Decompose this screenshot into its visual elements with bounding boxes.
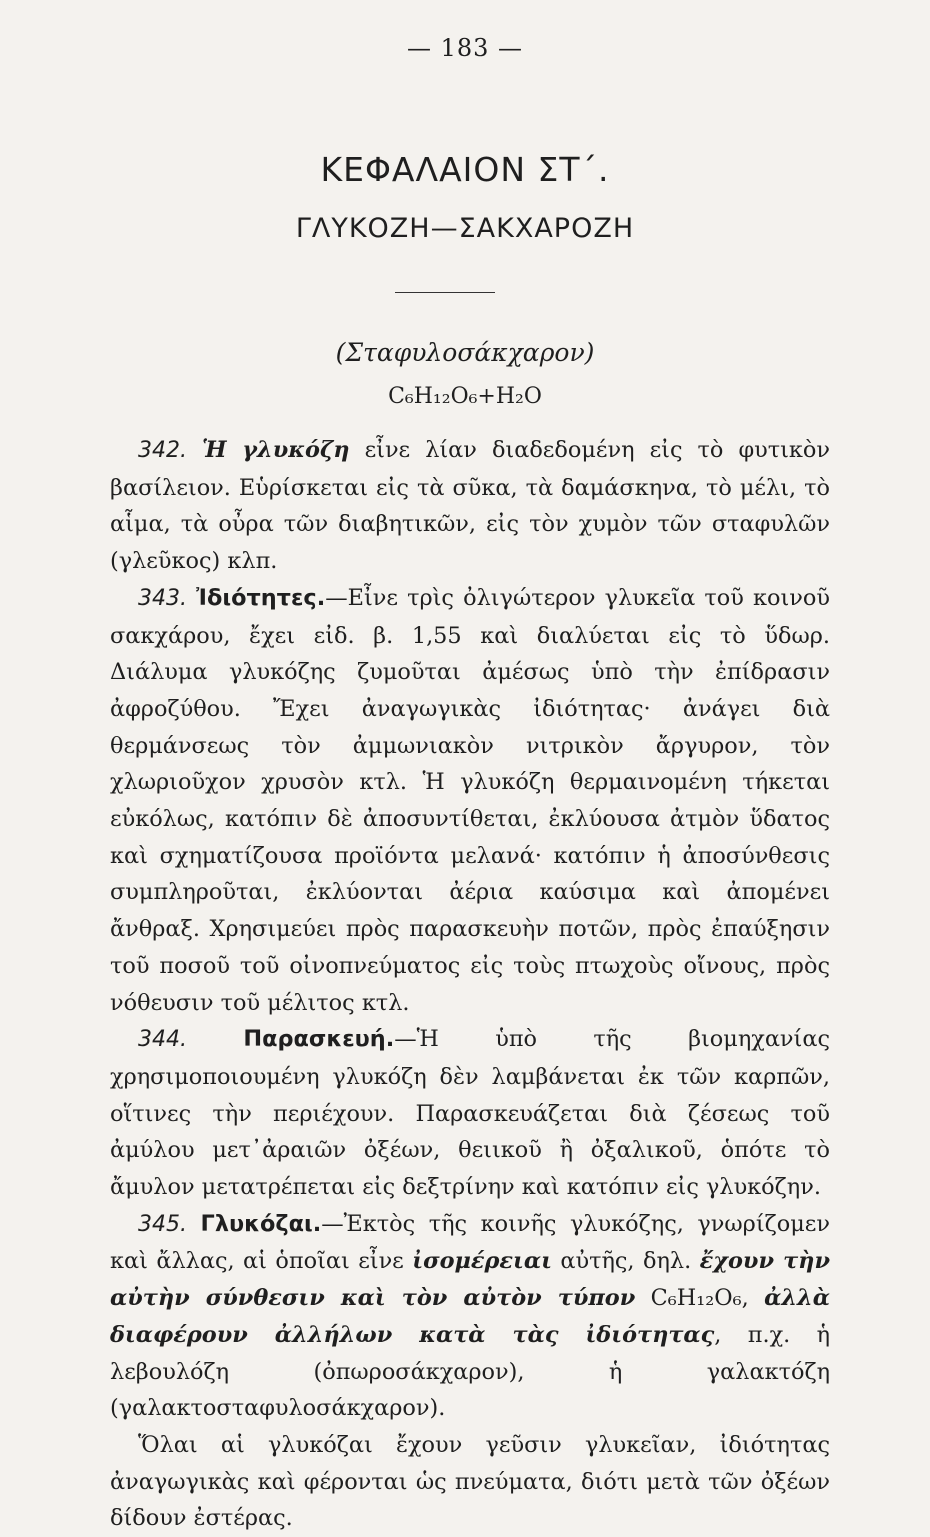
emphasis-text: ἰσομέρειαι <box>412 1248 552 1275</box>
paragraph-text: , π.χ. ἡ λεβουλόζη (ὀπωροσάκχαρον), ἡ γαλακτόζη (γαλακτοσταφυλοσάκχαρον). <box>110 1321 830 1422</box>
paragraph-342 <box>110 432 830 580</box>
emphasis-text: ἀλλὰ διαφέρουν ἀλλήλων κατὰ τὰς ἰδιότητας <box>110 1285 830 1348</box>
chapter-title: ΚΕΦΑΛΑΙΟΝ ΣΤ΄. <box>320 150 610 189</box>
page-number: — 183 — <box>406 34 524 62</box>
paragraph-text: εἶνε λίαν διαδεδομένη εἰς τὸ φυτικὸν βασίλειον. Εὑρίσκεται εἰς τὰ σῦκα, τὰ δαμάσκηνα, τὸ μέλι, τὸ αἷμα, τὰ οὖρα τῶν διαβητικῶν, εἰς τὸν χυμὸν τῶν σταφυλῶν (γλεῦκος) κλπ. <box>110 437 830 575</box>
paragraph-344 <box>110 1021 830 1206</box>
alternate-name: (Σταφυλοσάκχαρον) <box>335 338 595 367</box>
section-heading: Παρασκευή. <box>243 1026 395 1053</box>
body-text <box>110 432 830 1537</box>
paragraph-final <box>110 1427 830 1537</box>
emphasis-text: ἔχουν τὴν αὐτὴν σύνθεσιν καὶ τὸν αὐτὸν τύπον <box>110 1248 831 1312</box>
chapter-subtitle: ΓΛΥΚΟΖΗ—ΣΑΚΧΑΡΟΖΗ <box>295 213 635 244</box>
section-number: 342. <box>138 438 187 463</box>
paragraph-345 <box>110 1206 830 1427</box>
section-term: Ἡ γλυκόζη <box>202 437 350 463</box>
paragraph-text: αὐτῆς, δηλ. <box>551 1248 700 1275</box>
chemical-formula: C₆H₁₂O₆+H₂O <box>388 384 542 409</box>
paragraph-text: —Ἡ ὑπὸ τῆς βιομηχανίας χρησιμοποιουμένη γλυκόζη δὲν λαμβάνεται ἐκ τῶν καρπῶν, οἵτινες τὴν περιέχουν. Παρασκευάζεται διὰ ζέσεως τοῦ ἀμύλου μετ᾽ἀραιῶν ὀξέων, θειικοῦ ἢ ὀξαλικοῦ, ὁπότε τὸ ἄμυλον μετατρέπεται εἰς δεξτρίνην καὶ κατόπιν εἰς γλυκόζην. <box>110 1026 830 1201</box>
section-number: 344. <box>138 1027 187 1053</box>
divider-rule <box>395 292 495 293</box>
section-heading: Ἰδιότητες. <box>196 584 326 611</box>
paragraph-text: —Εἶνε τρὶς ὀλιγώτερον γλυκεῖα τοῦ κοινοῦ σακχάρου, ἔχει εἰδ. β. 1,55 καὶ διαλύεται εἰς τὸ ὕδωρ. Διάλυμα γλυκόζης ζυμοῦται ἀμέσως ὑπὸ τὴν ἐπίδρασιν ἀφροζύθου. Ἔχει ἀναγωγικὰς ἰδιότητας· ἀνάγει διὰ θερμάνσεως τὸν ἀμμωνιακὸν νιτρικὸν ἄργυρον, τὸν χλωριοῦχον χρυσὸν κτλ. Ἡ γλυκόζη θερμαινομένη τήκεται εὐκόλως, κατόπιν δὲ ἀποσυντίθεται, ἐκλύουσα ἀτμὸν ὕδατος καὶ σχηματίζουσα προϊόντα μελανά· κατόπιν ἡ ἀποσύνθεσις συμπληροῦται, ἐκλύονται ἀέρια καύσιμα καὶ ἀπομένει ἄνθραξ. Χρησιμεύει πρὸς παρασκευὴν ποτῶν, πρὸς ἐπαύξησιν τοῦ ποσοῦ τοῦ οἰνοπνεύματος εἰς τοὺς πτωχοὺς οἴνους, πρὸς νόθευσιν τοῦ μέλιτος κτλ. <box>110 584 830 1016</box>
paragraph-text: C₆H₁₂O₆, <box>635 1285 765 1312</box>
section-heading: Γλυκόζαι. <box>200 1210 322 1237</box>
paragraph-text: —Ἐκτὸς τῆς κοινῆς γλυκόζης, γνωρίζομεν καὶ ἄλλας, αἱ ὁποῖαι εἶνε <box>110 1210 830 1275</box>
section-number: 345. <box>138 1211 187 1237</box>
section-number: 343. <box>138 585 187 611</box>
paragraph-343 <box>110 580 830 1021</box>
paragraph-text: Ὅλαι αἱ γλυκόζαι ἔχουν γεῦσιν γλυκεῖαν, ἰδιότητας ἀναγωγικὰς καὶ φέρονται ὡς πνεύματα, διότι μετὰ τῶν ὀξέων δίδουν ἐστέρας. <box>110 1431 830 1532</box>
